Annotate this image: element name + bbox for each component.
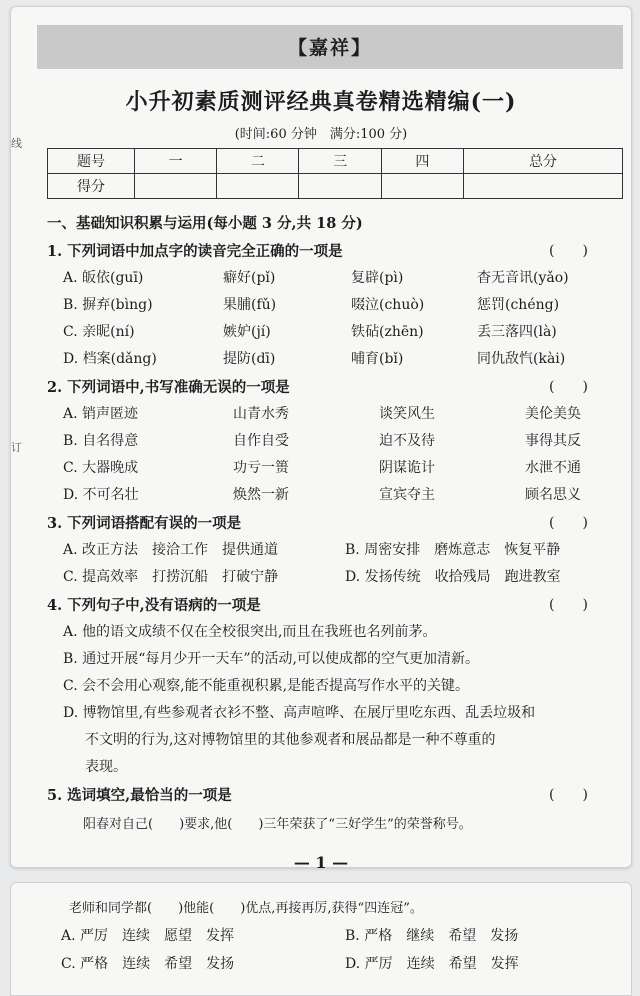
header-cell-total: 总分 — [463, 149, 622, 174]
option-text: C. 提高效率 打捞沉船 打破宁静 — [63, 569, 279, 585]
option-text: 功亏一篑 — [233, 460, 289, 476]
option-text: 癖好(pǐ) — [223, 270, 276, 286]
question-5-stem: 5. 选词填空,最恰当的一项是 — [47, 787, 232, 804]
option-text: D. 不可名壮 — [63, 487, 139, 503]
option-text: B. 自名得意 — [63, 433, 139, 449]
option-c-sentence: C. 会不会用心观察,能不能重视积累,是能否提高写作水平的关键。 — [63, 678, 470, 694]
option-text: 惩罚(chéng) — [477, 297, 560, 313]
question-2-stem: 2. 下列词语中,书写准确无误的一项是 — [47, 379, 290, 396]
option-text: 水泄不通 — [525, 460, 581, 476]
option-text: A. 严厉 连续 愿望 发挥 — [61, 928, 235, 944]
binding-mark: 线 — [11, 137, 22, 150]
exam-title: 小升初素质测评经典真卷精选精编(一) — [125, 89, 517, 115]
school-banner — [37, 25, 623, 69]
option-text: C. 严格 连续 希望 发扬 — [61, 956, 235, 972]
option-text: 嫉妒(jí) — [223, 324, 271, 340]
option-text: B. 摒弃(bìng) — [63, 297, 153, 313]
score-cell[interactable] — [217, 174, 299, 199]
question-4-stem: 4. 下列句子中,没有语病的一项是 — [47, 597, 261, 614]
option-text: 啜泣(chuò) — [351, 297, 425, 313]
option-text: 果脯(fǔ) — [223, 297, 277, 313]
option-text: A. 销声匿迹 — [63, 406, 139, 422]
option-text: B. 严格 继续 希望 发扬 — [345, 928, 519, 944]
page-number: — 1 — — [293, 853, 349, 872]
header-cell-4: 四 — [381, 149, 463, 174]
option-d-sentence-end: 表现。 — [85, 759, 127, 775]
header-cell-number: 题号 — [48, 149, 135, 174]
option-row — [63, 484, 623, 508]
option-text: C. 大器晚成 — [63, 460, 139, 476]
score-cell[interactable] — [463, 174, 622, 199]
question-1-stem: 1. 下列词语中加点字的读音完全正确的一项是 — [47, 243, 343, 260]
option-text: 美伦美奂 — [525, 406, 581, 422]
option-text: 焕然一新 — [233, 487, 289, 503]
score-table — [47, 148, 623, 199]
option-row — [63, 566, 623, 590]
option-row — [63, 294, 623, 318]
option-text: 自作自受 — [233, 433, 289, 449]
option-row — [63, 430, 623, 454]
option-text: 事得其反 — [525, 433, 581, 449]
option-text: A. 皈依(guī) — [63, 270, 144, 286]
fill-blank-sentence: 阳春对自己( )要求,他( )三年荣获了“三好学生”的荣誉称号。 — [83, 817, 472, 832]
option-text: C. 亲昵(ní) — [63, 324, 135, 340]
header-cell-2: 二 — [217, 149, 299, 174]
binding-mark: 订 — [11, 441, 22, 454]
option-text: D. 发扬传统 收拾残局 跑进教室 — [345, 569, 561, 585]
option-text: 提防(dī) — [223, 351, 276, 367]
option-text: 迫不及待 — [379, 433, 435, 449]
option-text: D. 档案(dǎng) — [63, 351, 157, 367]
option-row — [63, 267, 623, 291]
option-text: 谈笑风生 — [379, 406, 435, 422]
option-row — [63, 348, 623, 372]
option-text: 同仇敌忾(kài) — [477, 351, 566, 367]
option-text: B. 周密安排 磨炼意志 恢复平静 — [345, 542, 561, 558]
score-cell[interactable] — [381, 174, 463, 199]
answer-blank-q4[interactable]: ( ) — [549, 597, 588, 613]
option-text: 铁砧(zhēn) — [351, 324, 424, 340]
answer-blank-q5[interactable]: ( ) — [549, 787, 588, 803]
option-row — [63, 403, 623, 427]
option-d-sentence: D. 博物馆里,有些参观者衣衫不整、高声喧哗、在展厅里吃东西、乱丢垃圾和 — [63, 705, 536, 721]
exam-subtitle: (时间:60 分钟 满分:100 分) — [234, 127, 408, 142]
header-cell-3: 三 — [299, 149, 381, 174]
option-row — [63, 457, 623, 481]
option-d-sentence-cont: 不文明的行为,这对博物馆里的其他参观者和展品都是一种不尊重的 — [85, 732, 496, 748]
score-row-label: 得分 — [48, 174, 135, 199]
option-text: 杳无音讯(yǎo) — [477, 270, 569, 286]
option-row — [63, 539, 623, 563]
option-text: A. 改正方法 接洽工作 提供通道 — [63, 542, 279, 558]
answer-blank-q1[interactable]: ( ) — [549, 243, 588, 259]
option-b-sentence: B. 通过开展“每月少开一天车”的活动,可以使成都的空气更加清新。 — [63, 651, 479, 667]
header-cell-1: 一 — [135, 149, 217, 174]
option-text: D. 严厉 连续 希望 发挥 — [345, 956, 519, 972]
score-table-header-row — [48, 149, 623, 174]
banner-label: 【嘉祥】 — [287, 37, 372, 59]
option-text: 顾名思义 — [525, 487, 581, 503]
answer-blank-q2[interactable]: ( ) — [549, 379, 588, 395]
exam-page-1 — [10, 6, 632, 872]
option-text: 丢三落四(là) — [477, 324, 557, 340]
option-text: 山青水秀 — [233, 406, 289, 422]
question-3-stem: 3. 下列词语搭配有误的一项是 — [47, 515, 242, 532]
fill-blank-sentence: 老师和同学都( )他能( )优点,再接再厉,获得“四连冠”。 — [69, 901, 423, 916]
option-text: 哺育(bǐ) — [351, 351, 404, 367]
score-cell[interactable] — [135, 174, 217, 199]
score-cell[interactable] — [299, 174, 381, 199]
answer-blank-q3[interactable]: ( ) — [549, 515, 588, 531]
exam-page-2 — [10, 882, 632, 996]
score-table-score-row — [48, 174, 623, 199]
option-text: 宣宾夺主 — [379, 487, 435, 503]
option-text: 复辟(pì) — [351, 270, 404, 286]
section-heading: 一、基础知识积累与运用(每小题 3 分,共 18 分) — [47, 215, 363, 232]
option-row — [63, 321, 623, 345]
option-a-sentence: A. 他的语文成绩不仅在全校很突出,而且在我班也名列前茅。 — [63, 624, 437, 640]
option-text: 阴谋诡计 — [379, 460, 435, 476]
